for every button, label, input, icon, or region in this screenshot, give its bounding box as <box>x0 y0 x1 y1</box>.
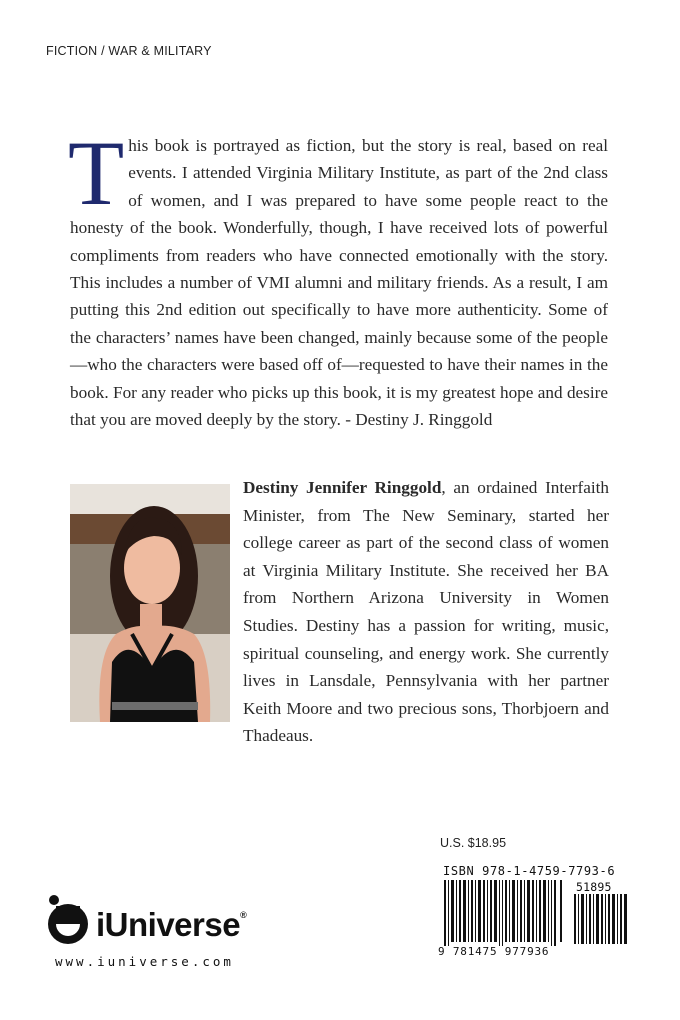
publisher-url: www.iuniverse.com <box>55 954 234 969</box>
back-cover-blurb <box>68 122 608 433</box>
author-name: Destiny Jennifer Ringgold <box>243 478 442 497</box>
isbn-number: ISBN 978-1-4759-7793-6 <box>443 864 616 878</box>
author-photo <box>70 484 230 722</box>
barcode-addon-digits: 51895 <box>576 880 612 894</box>
drop-cap: T <box>68 122 125 224</box>
category-label: FICTION / WAR & MILITARY <box>46 44 212 58</box>
publisher-name: iUniverse® <box>96 906 247 943</box>
price-label: U.S. $18.95 <box>440 836 507 850</box>
bio-text: , an ordained Interfaith Minister, from The New Seminary, started her college career as part of the second class of women at Virginia Military Institute. She received her BA from Northern Arizona University in Women Studies. Destiny has a passion for writing, music, spiritual counseling, and energy work. She currently lives in Lansdale, Pennsylvania with her partner Keith Moore and two precious sons, Thorbjoern and Thadeaus. <box>243 478 610 746</box>
iuniverse-logo-icon <box>44 892 94 948</box>
barcode <box>432 860 636 960</box>
publisher-logo <box>44 892 284 952</box>
barcode-ean-digits: 9 781475 977936 <box>438 945 550 958</box>
author-bio <box>243 474 609 750</box>
blurb-text: his book is portrayed as fiction, but the story is real, based on real events. I attended Virginia Military Institute, as part of the 2nd class of women, and I was prepared to have some people react to the honesty of the book. Wonderfully, though, I have received lots of powerful compliments from readers who have connected emotionally with the story. This includes a number of VMI alumni and military friends. As a result, I am putting this 2nd edition out specifically to have more authenticity. Some of the characters’ names have been changed, mainly because some of the people—who the characters were based off of—requested to have their names in the book. For any reader who picks up this book, it is my greatest hope and desire that you are moved deeply by the story. - Destiny J. Ringgold <box>70 136 608 430</box>
